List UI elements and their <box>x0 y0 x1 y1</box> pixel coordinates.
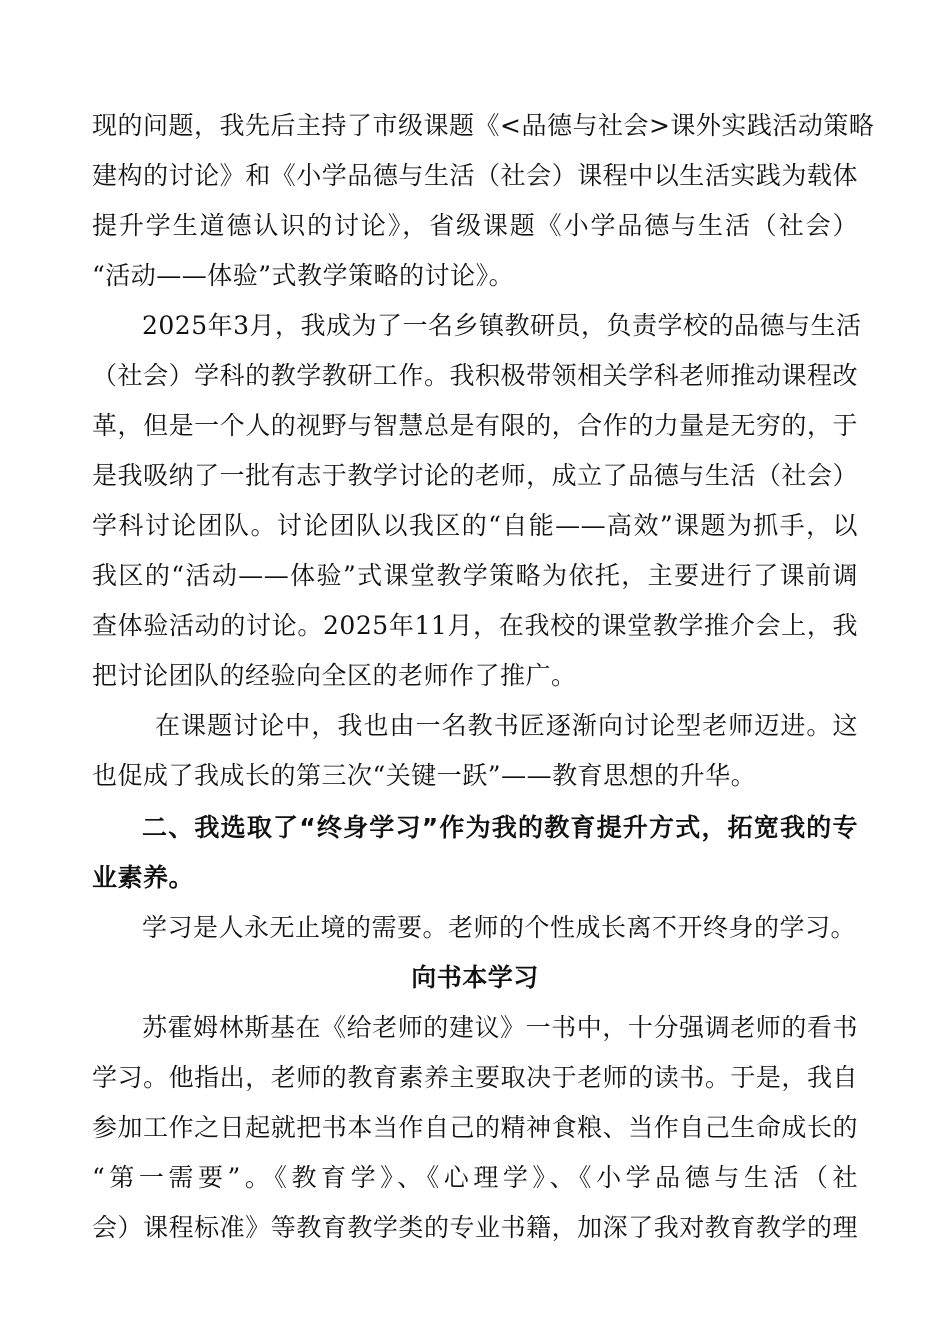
text-line: 苏霍姆林斯基在《给老师的建议》一书中，十分强调老师的看书 <box>142 1013 858 1042</box>
text-line: 也促成了我成长的第三次“关键一跃”——教育思想的升华。 <box>92 761 757 790</box>
text-line: 建构的讨论》和《小学品德与生活（社会）课程中以生活实践为载体 <box>92 161 858 190</box>
text-line: 提升学生道德认识的讨论》，省级课题《小学品德与生活（社会） <box>92 211 858 240</box>
text-line: “活动——体验”式教学策略的讨论》。 <box>92 261 515 290</box>
text-line: 2025年3月，我成为了一名乡镇教研员，负责学校的品德与生活 <box>142 311 862 340</box>
text-line: 把讨论团队的经验向全区的老师作了推广。 <box>92 661 577 690</box>
text-line: 查体验活动的讨论。2025年11月，在我校的课堂教学推介会上，我 <box>92 611 858 640</box>
section-heading: 业素养。 <box>92 863 195 892</box>
text-line: （社会）学科的教学教研工作。我积极带领相关学科老师推动课程改 <box>92 361 858 390</box>
text-line: 在课题讨论中，我也由一名教书匠逐渐向讨论型老师迈进。这 <box>155 711 858 740</box>
text-line: 参加工作之日起就把书本当作自己的精神食粮、当作自己生命成长的 <box>92 1113 858 1142</box>
text-line: 我区的“活动——体验”式课堂教学策略为依托，主要进行了课前调 <box>92 561 858 590</box>
text-line: 现的问题，我先后主持了市级课题《<品德与社会>课外实践活动策略 <box>92 111 875 140</box>
text-line: 学习。他指出，老师的教育素养主要取决于老师的读书。于是，我自 <box>92 1063 858 1092</box>
text-line: 会）课程标准》等教育教学类的专业书籍，加深了我对教育教学的理 <box>92 1213 858 1242</box>
text-line: 革，但是一个人的视野与智慧总是有限的，合作的力量是无穷的，于 <box>92 411 858 440</box>
section-heading: 二、我选取了“终身学习”作为我的教育提升方式，拓宽我的专 <box>142 813 858 842</box>
text-line: “第一需要”。《教育学》、《心理学》、《小学品德与生活（社 <box>92 1163 858 1192</box>
text-line: 学科讨论团队。讨论团队以我区的“自能——高效”课题为抓手，以 <box>92 511 858 540</box>
text-line: 是我吸纳了一批有志于教学讨论的老师，成立了品德与生活（社会） <box>92 461 858 490</box>
subheading: 向书本学习 <box>411 963 539 992</box>
text-line: 学习是人永无止境的需要。老师的个性成长离不开终身的学习。 <box>142 913 857 942</box>
